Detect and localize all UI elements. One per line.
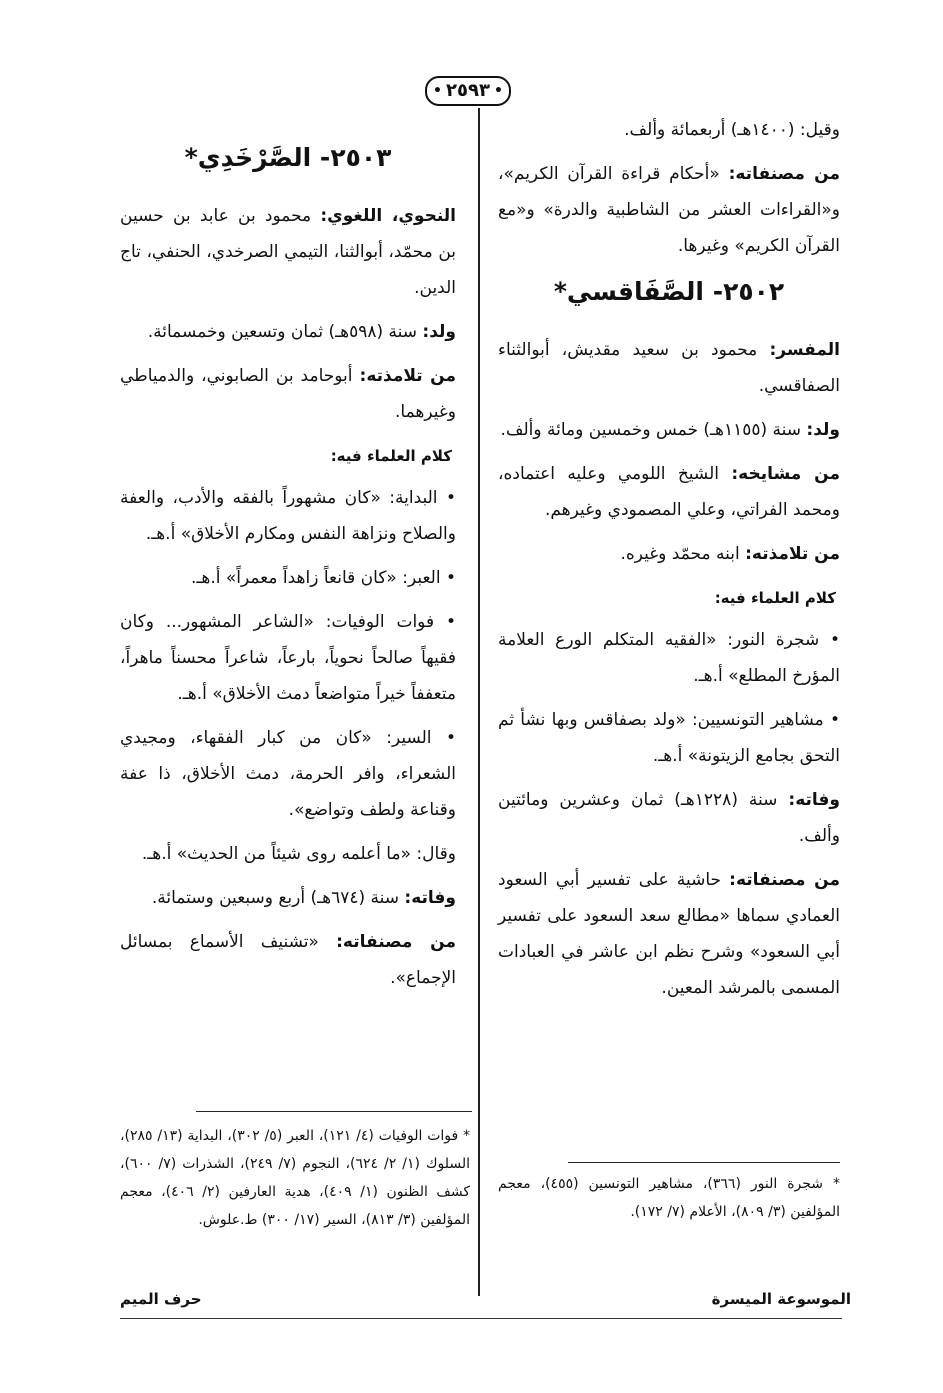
label: ولد: — [806, 420, 840, 440]
right-column — [498, 112, 840, 1014]
label: من مشايخه: — [731, 464, 840, 484]
text: سنة (١١٥٥هـ) خمس وخمسين ومائة وألف. — [500, 420, 807, 440]
bullet-quote: • شجرة النور: «الفقيه المتكلم الورع العلامة المؤرخ المطلع» أ.هـ. — [498, 630, 840, 686]
text: سنة (٦٧٤هـ) أربع وسبعين وستمائة. — [151, 888, 405, 908]
entry-heading: ٢٥٠٣- الصَّرْخَدِي* — [184, 143, 392, 172]
paragraph — [498, 862, 840, 1006]
footnote-left: * فوات الوفيات (٤/ ١٢١)، العبر (٥/ ٣٠٢)، البداية (١٣/ ٢٨٥)، السلوك (١/ ٢/ ٦٢٤)، النجوم (٧/ ٢٤٩)، الشذرات (٧/ ٦٠٠)، كشف الظنون (١/ ٤٠٩)، هدية العارفين (٢/ ٤٠٦)، معجم المؤلفين (٣/ ٨١٣)، السير (١٧/ ٣٠٠) ط.علوش. — [120, 1128, 471, 1228]
paragraph — [498, 332, 840, 404]
subheading: كلام العلماء فيه: — [714, 589, 836, 607]
label: النحوي، اللغوي: — [320, 206, 456, 226]
bullet-quote: • فوات الوفيات: «الشاعر المشهور... وكان فقيهاً صالحاً نحوياً، بارعاً، شاعراً محسناً ماهراً، متعففاً خيراً متواضعاً دمث الأخلاق» أ.هـ. — [120, 612, 456, 704]
text: سنة (٥٩٨هـ) ثمان وتسعين وخمسمائة. — [147, 322, 423, 342]
label: من مصنفاته: — [728, 164, 840, 184]
paragraph: وقيل: (١٤٠٠هـ) أربعمائة وألف. — [624, 120, 840, 140]
footnote-rule-left — [196, 1111, 472, 1112]
label: وفاته: — [404, 888, 456, 908]
label: من مصنفاته: — [729, 870, 840, 890]
paragraph — [498, 782, 840, 854]
footer-rule — [120, 1318, 842, 1319]
text: محمود بن عابد بن حسين بن محمّد، أبوالثنا، التيمي الصرخدي، الحنفي، تاج الدين. — [120, 206, 456, 298]
paragraph — [498, 412, 840, 448]
bullet-quote: • مشاهير التونسيين: «ولد بصفاقس وبها نشأ ثم التحق بجامع الزيتونة» أ.هـ. — [498, 710, 840, 766]
paragraph — [120, 924, 456, 996]
label: المفسر: — [769, 340, 840, 360]
paragraph — [498, 456, 840, 528]
entry-heading: ٢٥٠٢- الصَّفَاقسي* — [553, 277, 785, 306]
bullet-quote: • البداية: «كان مشهوراً بالفقه والأدب، والعفة والصلاح ونزاهة النفس ومكارم الأخلاق» أ.هـ. — [120, 488, 456, 544]
paragraph — [120, 358, 456, 430]
text: ابنه محمّد وغيره. — [620, 544, 746, 564]
column-divider — [478, 108, 480, 1296]
paragraph: وقال: «ما أعلمه روى شيئاً من الحديث» أ.هـ. — [141, 844, 456, 864]
paragraph — [498, 156, 840, 264]
label: من مصنفاته: — [336, 932, 456, 952]
page-number: • ٢٥٩٣ • — [425, 76, 511, 106]
text: أبوحامد بن الصابوني، والدمياطي وغيرهما. — [120, 366, 456, 422]
text: الشيخ اللومي وعليه اعتماده، ومحمد الفراتي، وعلي المصمودي وغيرهم. — [498, 464, 840, 520]
bullet-quote: • السير: «كان من كبار الفقهاء، ومجيدي الشعراء، وافر الحرمة، دمث الأخلاق، ذا عفة وقناعة ولطف وتواضع». — [120, 728, 456, 820]
text: محمود بن سعيد مقديش، أبوالثناء الصفاقسي. — [498, 340, 840, 396]
paragraph — [498, 536, 840, 572]
label: من تلامذته: — [359, 366, 457, 386]
text: «تشنيف الأسماع بمسائل الإجماع». — [120, 932, 456, 988]
label: من تلامذته: — [745, 544, 840, 564]
footer-section-title: حرف الميم — [120, 1290, 202, 1308]
left-column — [120, 132, 456, 1004]
footnote-right: * شجرة النور (٣٦٦)، مشاهير التونسين (٤٥٥)، معجم المؤلفين (٣/ ٨٠٩)، الأعلام (٧/ ١٧٢). — [498, 1176, 840, 1220]
label: وفاته: — [788, 790, 840, 810]
label: ولد: — [422, 322, 456, 342]
text: «أحكام قراءة القرآن الكريم»، و«القراءات العشر من الشاطبية والدرة» و«مع القرآن الكريم» وغيرها. — [498, 164, 840, 256]
footer-series-title: الموسوعة الميسرة — [711, 1290, 851, 1308]
paragraph — [120, 880, 456, 916]
footnote-rule-right — [568, 1162, 840, 1163]
text: سنة (١٢٢٨هـ) ثمان وعشرين ومائتين وألف. — [498, 790, 840, 846]
paragraph — [120, 198, 456, 306]
subheading: كلام العلماء فيه: — [330, 447, 452, 465]
paragraph — [120, 314, 456, 350]
text: حاشية على تفسير أبي السعود العمادي سماها «مطالع سعد السعود على تفسير أبي السعود» وشرح نظم ابن عاشر في العبادات المسمى بالمرشد المعين. — [498, 870, 840, 998]
bullet-quote: • العبر: «كان قانعاً زاهداً معمراً» أ.هـ. — [190, 568, 456, 588]
